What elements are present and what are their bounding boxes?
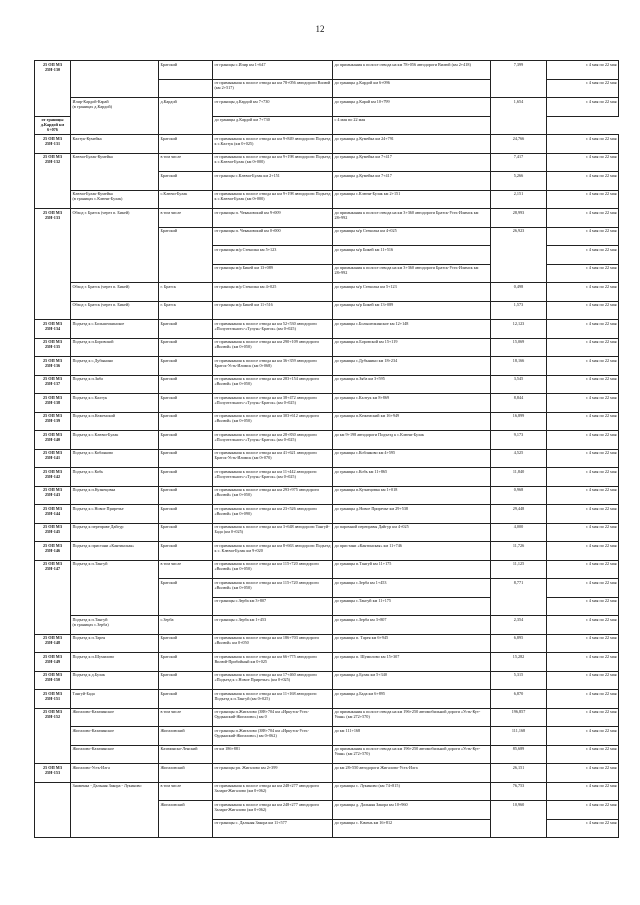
- cell-restriction-period: с 4 мая по 22 мая: [547, 486, 619, 505]
- cell-road-name: Подъезд к с.Калтук: [71, 394, 159, 413]
- cell-from-point: от примыкания к полосе отвода на км 186+703 автодороги «Вилюй» км 0+050: [213, 634, 333, 653]
- cell-road-code: 25 ОП МЗ 25Н-148: [35, 634, 71, 653]
- cell-from-point: от примыкания к полосе отвода на км 9+198 автодороги Подъезд к с.Ключи-Булак (км 0+000): [213, 153, 333, 172]
- cell-to-point: до границы д.Новое Приречье км 29+538: [333, 505, 491, 524]
- table-row: [35, 431, 619, 450]
- cell-road-name: Подъезд к п.Тангуй: [71, 560, 159, 616]
- cell-from-point: от примыкания к полосе отвода на км 66+775 автодороги Вилюй-Прибойный км 0+025: [213, 653, 333, 672]
- cell-to-point: до примыкания к полосе отвода на км 78+056 автодороги Вилюй (км 2+418): [333, 61, 491, 80]
- cell-to-point: до км 9+198 автодороги Подъезд к с.Ключи-Булак: [333, 431, 491, 450]
- table-row: [35, 560, 619, 579]
- cell-restriction-period: с 4 мая по 22 мая: [547, 227, 619, 246]
- cell-length-km: 111,168: [491, 727, 547, 746]
- table-row: [35, 320, 619, 339]
- cell-restriction-period: с 4 мая по 22 мая: [547, 653, 619, 672]
- cell-from-point: от примыкания к полосе отвода на км 8+663 автодороги Подъезд к с. Ключи-Булак км 9+020: [213, 542, 333, 561]
- cell-road-name: Знаменка - Дальняя Закора - Лукиново: [71, 782, 159, 838]
- cell-restriction-period: с 4 мая по 22 мая: [547, 597, 619, 616]
- cell-road-name: Жигалово-Усть-Илга: [71, 764, 159, 783]
- cell-district: Братский: [159, 431, 213, 450]
- cell-district: Братский: [159, 634, 213, 653]
- cell-from-point: от примыкания к полосе отвода на км 283+154 автодороги «Вилюй» (км 0+050): [213, 375, 333, 394]
- table-row: [35, 283, 619, 302]
- cell-road-code: 25 ОП МЗ 25Н-150: [35, 671, 71, 690]
- cell-length-km: 2,354: [491, 616, 547, 635]
- cell-to-point: до границы д.Булак км 5+340: [333, 671, 491, 690]
- cell-to-point: до границы с.Дубынино км 18+234: [333, 357, 491, 376]
- cell-length-km: 4,000: [491, 523, 547, 542]
- cell-length-km: 7,417: [491, 153, 547, 172]
- cell-district: Казачинско-Ленский: [159, 745, 213, 764]
- table-row: [35, 301, 619, 320]
- cell-district: Братский: [159, 412, 213, 431]
- cell-length-km: 0,968: [491, 486, 547, 505]
- cell-district: в том числе: [159, 708, 213, 727]
- cell-length-km: 6,895: [491, 634, 547, 653]
- cell-road-name: Обход г. Братск (через п. Бикей): [71, 209, 159, 283]
- cell-length-km: 29,448: [491, 505, 547, 524]
- cell-to-point: до границы с.Тангуй км 11+175: [333, 597, 491, 616]
- table-row: [35, 505, 619, 524]
- cell-road-code: 25 ОП МЗ 25Н-130: [35, 61, 71, 117]
- cell-from-point: от примыкания к полосе отвода на км 36+359 автодороги Братск-Усть-Илимск (км 0+068): [213, 357, 333, 376]
- table-row: [35, 653, 619, 672]
- cell-to-point: до примыкания к полосе отвода на км 196+250 автомобильной дороги «Усть-Кут-Уоян» (км 272+570): [333, 745, 491, 764]
- cell-to-point: до границы п.Зяба км 3+595: [333, 375, 491, 394]
- cell-restriction-period: с 4 мая по 22 мая: [547, 79, 619, 98]
- cell-road-name: Ключи-Булак-Кумейка (в границах с.Ключи-Булак): [71, 190, 159, 209]
- cell-district: Жигаловский: [159, 764, 213, 783]
- cell-from-point: от примыкания к полосе отвода на км 3+648 автодороги Тангуй-Бада (км 0+025): [213, 523, 333, 542]
- cell-from-point: от границы м/р Бикей км 13+089: [213, 264, 333, 283]
- cell-from-point: от границы с.Ключи-Булак км 2+151: [213, 172, 333, 191]
- cell-to-point: до границы д.Карай км 10+799: [333, 98, 491, 117]
- cell-road-name: Подъезд к с.Большеокинское: [71, 320, 159, 339]
- cell-restriction-period: с 4 мая по 22 мая: [547, 690, 619, 709]
- cell-restriction-period: с 4 мая по 22 мая: [547, 819, 619, 838]
- cell-to-point: до границы п.Тангуй км 11+175: [333, 560, 491, 579]
- cell-length-km: 11,125: [491, 560, 547, 579]
- cell-district: Братский: [159, 542, 213, 561]
- cell-restriction-period: с 4 мая по 22 мая: [547, 338, 619, 357]
- cell-road-code: 25 ОП МЗ 25Н-131: [35, 135, 71, 154]
- cell-length-km: 26,923: [491, 227, 547, 283]
- cell-district: Жигаловский: [159, 727, 213, 746]
- cell-from-point: от примыкания к полосе отвода на км 303+612 автодороги «Вилюй» (км 0+050): [213, 412, 333, 431]
- cell-from-point: от границы рп. Жигалово км 2+399: [213, 764, 333, 783]
- table-row: [35, 98, 619, 117]
- cell-length-km: 8,771: [491, 579, 547, 616]
- cell-district: Братский: [159, 227, 213, 283]
- cell-restriction-period: с 4 мая по 22 мая: [547, 579, 619, 598]
- cell-district: Братский: [159, 449, 213, 468]
- cell-restriction-period: с 4 мая по 22 мая: [547, 375, 619, 394]
- cell-restriction-period: с 4 мая по 22 мая: [547, 153, 619, 172]
- cell-from-point: от примыкания к полосе отвода на км 28+830 автодороги «Полуотельное»-«Тулун»-Братск» (км 0+025): [213, 431, 333, 450]
- cell-restriction-period: с 4 мая по 22 мая: [547, 283, 619, 302]
- table-row: [35, 523, 619, 542]
- cell-road-name: Подъезд к п.Кежемский: [71, 412, 159, 431]
- table-row: [35, 209, 619, 228]
- table-row: [35, 727, 619, 746]
- cell-from-point: от примыкания к полосе отвода на км 290+109 автодороги «Вилюй» (км 0+050): [213, 338, 333, 357]
- table-row: [35, 135, 619, 154]
- cell-length-km: 0,498: [491, 283, 547, 302]
- cell-restriction-period: с 4 мая по 22 мая: [547, 560, 619, 579]
- table-row: [35, 486, 619, 505]
- cell-to-point: до границы с.Калтук км 8+869: [333, 394, 491, 413]
- cell-restriction-period: с 4 мая по 22 мая: [547, 727, 619, 746]
- cell-road-code: 25 ОП МЗ 25Н-143: [35, 486, 71, 505]
- cell-from-point: от границы п.Жигалово (388+704 км «Иркутск-Усть-Ордынский-Жигалово») км 0: [213, 708, 333, 727]
- cell-restriction-period: с 4 мая по 22 мая: [547, 320, 619, 339]
- cell-from-point: от границы с. Дальняя Закора км 11+577: [213, 819, 333, 838]
- cell-restriction-period: с 4 мая по 22 мая: [547, 301, 619, 320]
- cell-district: в том числе: [159, 782, 213, 801]
- cell-length-km: 85,689: [491, 745, 547, 764]
- cell-road-code: 25 ОП МЗ 25Н-145: [35, 523, 71, 542]
- cell-district: Братский: [159, 653, 213, 672]
- table-row: [35, 782, 619, 801]
- table-row: [35, 190, 619, 209]
- cell-district: Братский: [159, 357, 213, 376]
- cell-from-point: от примыкания к полосе отвода на км 293+975 автодороги «Вилюй» (км 0+050): [213, 486, 333, 505]
- cell-to-point: до границы с. Лукиново (км 74+815): [333, 782, 491, 801]
- cell-road-code: 25 ОП МЗ 25Н-153: [35, 764, 71, 783]
- cell-restriction-period: с 4 мая по 22 мая: [547, 745, 619, 764]
- cell-from-point: от границы м/р Бикей км 11+516: [213, 301, 333, 320]
- table-row: [35, 542, 619, 561]
- cell-district: Братский: [159, 486, 213, 505]
- cell-to-point: до границы с.Зерба км 1+453: [333, 579, 491, 598]
- cell-to-point: до границы д.Кумейка км 24+791: [333, 135, 491, 154]
- cell-to-point: до границы м/р Бикей км 11+516: [333, 246, 491, 265]
- cell-road-code: 25 ОП МЗ 25Н-134: [35, 320, 71, 339]
- cell-to-point: до границы с.Большеокинское км 12+148: [333, 320, 491, 339]
- cell-length-km: 11,840: [491, 468, 547, 487]
- cell-road-code: 25 ОП МЗ 25Н-149: [35, 653, 71, 672]
- cell-restriction-period: с 4 мая по 22 мая: [547, 264, 619, 283]
- cell-to-point: до границы п.Кузнецовка км 1+018: [333, 486, 491, 505]
- cell-district: Братский: [159, 375, 213, 394]
- cell-to-point: до пристани «Кантинская» км 11+746: [333, 542, 491, 561]
- cell-district: Братский: [159, 505, 213, 524]
- cell-restriction-period: с 4 мая по 22 мая: [547, 764, 619, 783]
- cell-district: [159, 79, 213, 98]
- page-number: 12: [315, 24, 325, 34]
- table-row: [35, 338, 619, 357]
- cell-to-point: до границы м/р Стеколка км 4+025: [333, 227, 491, 246]
- cell-road-code: 25 ОП МЗ 25Н-133: [35, 209, 71, 320]
- cell-road-code: 25 ОП МЗ 25Н-152: [35, 708, 71, 764]
- cell-length-km: 15,282: [491, 653, 547, 672]
- cell-road-code: 25 ОП МЗ 25Н-142: [35, 468, 71, 487]
- cell-road-name: Калтук-Кумейка: [71, 135, 159, 154]
- cell-from-point: от границы с.Зерба км 1+453: [213, 616, 333, 635]
- cell-restriction-period: с 4 мая по 22 мая: [547, 505, 619, 524]
- cell-length-km: 4,525: [491, 449, 547, 468]
- cell-restriction-period: с 4 мая по 22 мая: [547, 431, 619, 450]
- cell-to-point: до границы п.Кежемский км 16+949: [333, 412, 491, 431]
- cell-road-name: Подъезд к пристани «Кантинская»: [71, 542, 159, 561]
- cell-from-point: от границы п. Чекановский км 0+000: [213, 227, 333, 246]
- cell-length-km: 5,266: [491, 172, 547, 191]
- cell-restriction-period: с 4 мая по 22 мая: [547, 449, 619, 468]
- cell-district: г. Братск: [159, 301, 213, 320]
- cell-from-point: от примыкания к полосе отвода на км 11+442 автодороги «Полуотельное»-«Тулун»-Братск» (км 0+025): [213, 468, 333, 487]
- cell-restriction-period: с 4 мая по 22 мая: [547, 671, 619, 690]
- cell-to-point: до км 111+168: [333, 727, 491, 746]
- cell-from-point: от примыкания к полосе отвода на км 248+277 автодороги Залари-Жигалово (км 0+062): [213, 801, 333, 820]
- cell-to-point: до границы п. Шумилово км 15+307: [333, 653, 491, 672]
- cell-district: с.Зерба: [159, 616, 213, 635]
- cell-to-point: до границы м/р Бикей км 13+089: [333, 301, 491, 320]
- road-restriction-table: [34, 60, 619, 838]
- cell-road-code: 25 ОП МЗ 25Н-147: [35, 560, 71, 634]
- cell-road-code: 25 ОП МЗ 25Н-132: [35, 153, 71, 209]
- cell-district: Братский: [159, 671, 213, 690]
- cell-length-km: 16,899: [491, 412, 547, 431]
- cell-length-km: 196,857: [491, 708, 547, 727]
- cell-from-point: до границы д.Кардой км 7+730: [213, 116, 333, 135]
- cell-restriction-period: с 4 мая по 22 мая: [547, 616, 619, 635]
- cell-from-point: от примыкания к полосе отвода на км 41+621 автодороги Братск-Усть-Илимск (км 0+070): [213, 449, 333, 468]
- cell-road-code: [35, 782, 71, 838]
- cell-district: Братский: [159, 523, 213, 542]
- cell-road-code: от границы д.Кардой км 6+076: [35, 116, 71, 135]
- cell-district: Жигаловский: [159, 801, 213, 838]
- cell-road-name: Подъезд к с.Ключи-Булак: [71, 431, 159, 450]
- cell-district: в том числе: [159, 153, 213, 172]
- table-row: [35, 357, 619, 376]
- cell-road-code: 25 ОП МЗ 25Н-138: [35, 394, 71, 413]
- cell-from-point: от границы с.Зерба км 3+807: [213, 597, 333, 616]
- cell-length-km: 7,399: [491, 61, 547, 98]
- table-row: [35, 764, 619, 783]
- cell-to-point: до км 28+550 автодороги Жигалово-Усть-Илга: [333, 764, 491, 783]
- cell-from-point: от границы п. Чекановский км 9+009: [213, 209, 333, 228]
- cell-road-code: 25 ОП МЗ 25Н-135: [35, 338, 71, 357]
- cell-district: Братский: [159, 394, 213, 413]
- table-row: [35, 61, 619, 80]
- cell-from-point: от примыкания к полосе отвода на км 52+530 автодороги «Полуотельное»-«Тулун»-Братск» (км 0+025): [213, 320, 333, 339]
- cell-from-point: от границы м/р Стеколка км 5+123: [213, 246, 333, 265]
- cell-road-code: 25 ОП МЗ 25Н-151: [35, 690, 71, 709]
- cell-district: Братский: [159, 172, 213, 191]
- cell-restriction-period: с 4 мая по 22 мая: [547, 634, 619, 653]
- cell-road-name: [71, 61, 159, 98]
- cell-to-point: до границы с. Качень км 16+812: [333, 819, 491, 838]
- cell-district: Братский: [159, 338, 213, 357]
- cell-road-code: 25 ОП МЗ 25Н-136: [35, 357, 71, 376]
- cell-from-point: от примыкания к полосе отвода на км 248+277 автодороги Залари-Жигалово (км 0+062): [213, 782, 333, 801]
- cell-to-point: до паромной переправы Дайгур км 4+025: [333, 523, 491, 542]
- cell-restriction-period: с 4 мая по 22 мая: [547, 523, 619, 542]
- table-row: [35, 449, 619, 468]
- cell-road-name: Тангуй-Бада: [71, 690, 159, 709]
- cell-restriction-period: с 4 мая по 22 мая: [547, 394, 619, 413]
- cell-road-name: Обход г. Братск (через п. Бикей): [71, 301, 159, 320]
- cell-length-km: 12,123: [491, 320, 547, 339]
- cell-from-point: от примыкания к полосе отвода на км 17+460 автодороги «Подъезд к с.Новое Приречье» (км 0+025): [213, 671, 333, 690]
- table-row: [35, 394, 619, 413]
- cell-road-name: Илир-Кардой-Карай (в границах д.Кардой): [71, 98, 159, 135]
- cell-road-name: Подъезд к переправе Дайгур: [71, 523, 159, 542]
- cell-district: Братский: [159, 579, 213, 616]
- cell-restriction-period: с 4 мая по 22 мая: [547, 708, 619, 727]
- cell-road-name: Жигалово-Казачинское: [71, 727, 159, 746]
- cell-length-km: 3,545: [491, 375, 547, 394]
- cell-to-point: до примыкания к полосе отвода на км 3+360 автодороги Братск-Усть-Илимск км 28+992: [333, 264, 491, 283]
- cell-to-point: до границы с.Зерба км 3+807: [333, 616, 491, 635]
- cell-to-point: до границы п.Боровской км 15+119: [333, 338, 491, 357]
- cell-restriction-period: с 4 мая по 22 мая: [547, 412, 619, 431]
- cell-from-point: от примыкания к полосе отвода на км 9+198 автодороги Подъезд к с.Ключи-Булак (км 0+000): [213, 190, 333, 209]
- cell-road-name: Подъезд к с.Кобляково: [71, 449, 159, 468]
- cell-from-point: от примыкания к полосе отвода на км 23+526 автодороги «Вилюй» (км 0+090): [213, 505, 333, 524]
- cell-road-name: Подъезд к с.Кобь: [71, 468, 159, 487]
- table-row: [35, 634, 619, 653]
- cell-from-point: от границы д.Кардой км 7+730: [213, 98, 333, 117]
- cell-restriction-period: с 4 мая по 22 мая: [547, 468, 619, 487]
- cell-length-km: 8,844: [491, 394, 547, 413]
- cell-to-point: до границы д.Кардой км 6+096: [333, 79, 491, 98]
- cell-restriction-period: с 4 мая по 22 мая: [547, 135, 619, 154]
- cell-road-name: Подъезд к п.Тангуй (в границах с.Зерба): [71, 616, 159, 635]
- cell-to-point: до границы п. Тарея км 6+945: [333, 634, 491, 653]
- cell-length-km: 18,166: [491, 357, 547, 376]
- table-row: [35, 708, 619, 727]
- cell-length-km: 1,654: [491, 98, 547, 135]
- cell-restriction-period: с 4 мая по 22 мая: [547, 782, 619, 801]
- cell-district: в том числе: [159, 209, 213, 228]
- cell-road-name: Подъезд к п.Тарея: [71, 634, 159, 653]
- cell-length-km: 6,870: [491, 690, 547, 709]
- cell-district: Братский: [159, 690, 213, 709]
- cell-district: с.Ключи-Булак: [159, 190, 213, 209]
- cell-from-point: от примыкания к полосе отвода на км 78+056 автодороги Вилюй (км 2+517): [213, 79, 333, 98]
- cell-to-point: до границы с.Кобляково км 4+595: [333, 449, 491, 468]
- cell-length-km: 28,993: [491, 209, 547, 228]
- cell-from-point: от границы п.Жигалово (388+704 км «Иркутск-Усть-Ордынский-Жигалово») км 0+062): [213, 727, 333, 746]
- cell-restriction-period: с 4 мая по 22 мая: [547, 357, 619, 376]
- cell-road-name: Жигалово-Казачинское: [71, 745, 159, 764]
- cell-road-name: Подъезд к с.Дубынино: [71, 357, 159, 376]
- cell-length-km: 2,151: [491, 190, 547, 209]
- cell-restriction-period: с 4 мая по 22 мая: [547, 209, 619, 228]
- cell-from-point: от примыкания к полосе отвода на км 115+720 автодороги «Вилюй» (км 0+050): [213, 579, 333, 598]
- cell-road-name: Подъезд к с.Новое Приречье: [71, 505, 159, 524]
- table-row: [35, 153, 619, 172]
- cell-road-name: Ключи-Булак-Кумейка: [71, 153, 159, 190]
- cell-from-point: от границы с.Илир км 1+647: [213, 61, 333, 80]
- cell-restriction-period: с 4 мая по 22 мая: [547, 61, 619, 80]
- cell-road-name: Подъезд к п.Зяба: [71, 375, 159, 394]
- cell-to-point: до границы м/р Стеколка км 5+123: [333, 283, 491, 302]
- cell-road-code: 25 ОП МЗ 25Н-140: [35, 431, 71, 450]
- cell-road-code: 25 ОП МЗ 25Н-137: [35, 375, 71, 394]
- table-row: [35, 412, 619, 431]
- cell-to-point: до примыкания к полосе отвода на км 3+360 автодороги Братск-Усть-Илимск км 28+992: [333, 209, 491, 228]
- cell-restriction-period: с 4 мая по 22 мая: [547, 190, 619, 209]
- cell-from-point: от примыкания к полосе отвода на км 115+720 автодороги «Вилюй» (км 0+050): [213, 560, 333, 579]
- cell-from-point: от примыкания к полосе отвода на км 38+472 автодороги «Полуотельное»-«Тулун»-Братск» (км 0+025): [213, 394, 333, 413]
- table-row: [35, 671, 619, 690]
- cell-length-km: 15,069: [491, 338, 547, 357]
- cell-length-km: 10,960: [491, 801, 547, 838]
- cell-road-name: Жигалово-Казачинское: [71, 708, 159, 727]
- cell-to-point: до границы с.Ключи-Булак км 2+151: [333, 190, 491, 209]
- cell-to-point: до границы д.Кумейка км 7+417: [333, 153, 491, 172]
- cell-road-name: Подъезд к д.Булак: [71, 671, 159, 690]
- cell-restriction-period: с 4 мая по 22 мая: [547, 172, 619, 191]
- cell-length-km: 1,573: [491, 301, 547, 320]
- cell-to-point: до границы с.Кобь км 11+865: [333, 468, 491, 487]
- cell-length-km: 9,173: [491, 431, 547, 450]
- cell-to-point: с 4 мая по 22 мая: [333, 116, 491, 135]
- cell-district: г. Братск: [159, 283, 213, 302]
- cell-road-code: 25 ОП МЗ 25Н-139: [35, 412, 71, 431]
- table-row: [35, 616, 619, 635]
- cell-road-code: 25 ОП МЗ 25Н-141: [35, 449, 71, 468]
- cell-district: д.Кардой: [159, 98, 213, 135]
- cell-road-code: 25 ОП МЗ 25Н-144: [35, 505, 71, 524]
- cell-district: Братский: [159, 61, 213, 80]
- cell-length-km: 26,151: [491, 764, 547, 783]
- cell-from-point: от примыкания к полосе отвода на км 9+849 автодороги Подъезд к с.Калтук (км 0+025): [213, 135, 333, 154]
- cell-length-km: 5,315: [491, 671, 547, 690]
- table-row: [35, 745, 619, 764]
- cell-from-point: от км 186+881: [213, 745, 333, 764]
- table-row: [35, 468, 619, 487]
- cell-to-point: до примыкания к полосе отвода на км 196+250 автомобильной дороги «Усть-Кут-Уоян» (км 272+570): [333, 708, 491, 727]
- cell-district: Братский: [159, 468, 213, 487]
- cell-to-point: до границы д.Кумейка км 7+417: [333, 172, 491, 191]
- cell-length-km: 76,753: [491, 782, 547, 801]
- cell-road-name: Подъезд к п.Шумилово: [71, 653, 159, 672]
- cell-district: Братский: [159, 135, 213, 154]
- cell-restriction-period: с 4 мая по 22 мая: [547, 801, 619, 820]
- cell-to-point: до границы д. Дальняя Закора км 10+960: [333, 801, 491, 820]
- cell-restriction-period: с 4 мая по 22 мая: [547, 542, 619, 561]
- cell-road-code: 25 ОП МЗ 25Н-146: [35, 542, 71, 561]
- cell-road-name: Подъезд к п.Боровской: [71, 338, 159, 357]
- cell-length-km: 11,726: [491, 542, 547, 561]
- table-row: [35, 375, 619, 394]
- cell-to-point: до границы д.Бада км 6+895: [333, 690, 491, 709]
- cell-restriction-period: с 4 мая по 22 мая: [547, 98, 619, 117]
- cell-from-point: от примыкания к полосе отвода на км 11+168 автодороги Подъезд к п.Тангуй (км 0+025): [213, 690, 333, 709]
- cell-district: в том числе: [159, 560, 213, 579]
- cell-road-name: Подъезд к п.Кузнецовка: [71, 486, 159, 505]
- cell-length-km: 24,766: [491, 135, 547, 154]
- cell-road-name: Обход г. Братск (через п. Бикей): [71, 283, 159, 302]
- cell-from-point: от границы м/р Стеколка км 4+025: [213, 283, 333, 302]
- table-row: [35, 690, 619, 709]
- cell-district: Братский: [159, 320, 213, 339]
- cell-restriction-period: с 4 мая по 22 мая: [547, 246, 619, 265]
